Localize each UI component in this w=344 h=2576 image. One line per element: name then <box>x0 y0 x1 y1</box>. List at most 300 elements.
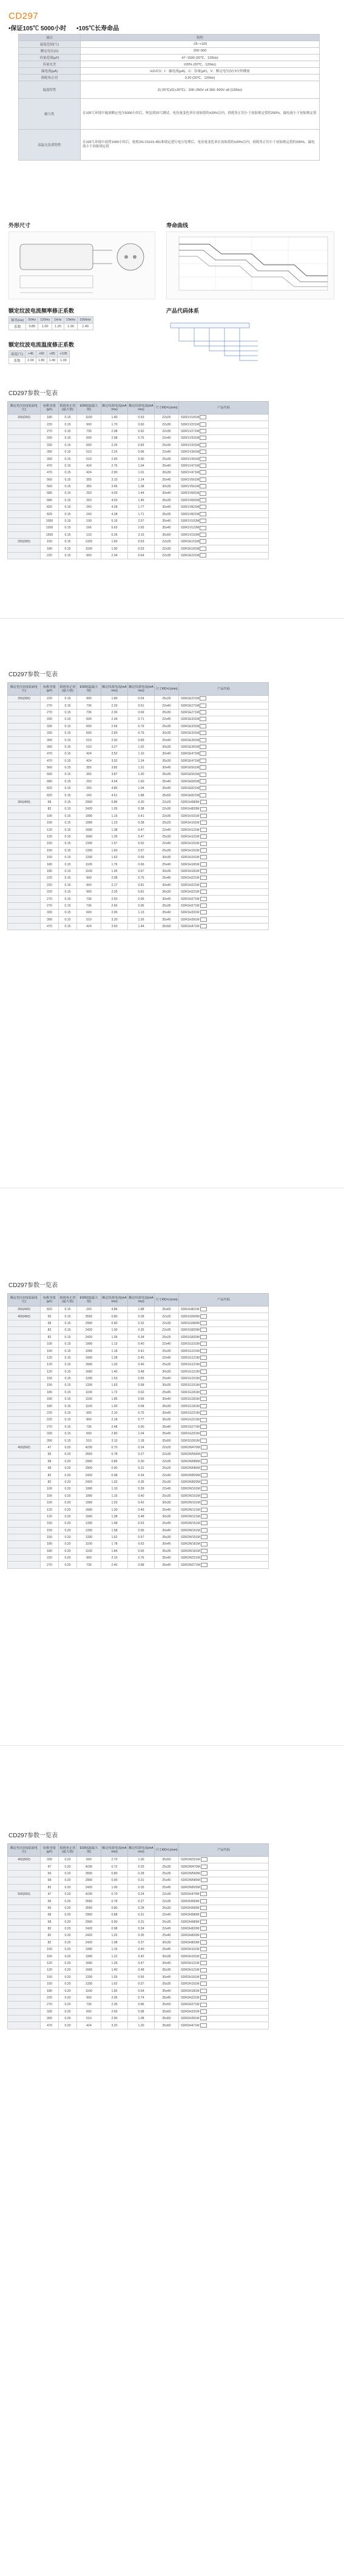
product-code-cell: SDR2H331M <box>179 2008 269 2015</box>
param-cell: 35x35 <box>155 1417 179 1423</box>
param-cell: 35x50 <box>155 1437 179 1444</box>
param-cell: 0.30 <box>128 799 155 805</box>
freq-cell: 1.20 <box>52 324 64 330</box>
param-cell: 30x40 <box>155 751 179 757</box>
table-row <box>8 716 269 723</box>
table-row <box>8 1988 269 1994</box>
param-cell: 0.15 <box>59 882 77 888</box>
spec-head-value: 特性 <box>81 35 320 41</box>
param-cell: 0.59 <box>128 854 155 860</box>
param-cell: 3.52 <box>101 751 128 757</box>
param-cell: 30x30 <box>155 1939 179 1946</box>
param-cell: 1.40 <box>101 414 128 421</box>
spec-key: 温度范围(℃) <box>19 41 81 48</box>
param-cell: 35x35 <box>155 902 179 909</box>
param-cell: 0.79 <box>128 723 155 730</box>
table-row <box>8 1527 269 1534</box>
param-cell: 30x40 <box>155 882 179 888</box>
param-cell: 0.76 <box>128 1555 155 1562</box>
code-slot-icon <box>201 1473 207 1477</box>
table-row <box>8 1327 269 1334</box>
voltage-cell <box>8 1884 41 1891</box>
param-cell: 0.65 <box>128 1548 155 1554</box>
param-cell: 0.15 <box>59 702 77 709</box>
code-slot-icon <box>200 1431 207 1436</box>
code-slot-icon <box>200 904 207 908</box>
product-code-cell: SDR1H181M <box>179 868 269 874</box>
param-cell: 424 <box>77 757 101 764</box>
param-cell: 900 <box>77 1994 101 2001</box>
param-cell: 0.15 <box>59 820 77 827</box>
param-cell: 25x45 <box>155 1946 179 1953</box>
param-cell: 1.82 <box>101 1988 128 1994</box>
param-cell: 25x25 <box>155 696 179 702</box>
product-code-cell: SDR1G101M <box>179 1340 269 1347</box>
param-cell: 0.20 <box>59 1884 77 1891</box>
param-cell: 3.10 <box>101 1437 128 1444</box>
param-cell: 82 <box>41 1925 59 1932</box>
voltage-cell <box>8 497 41 504</box>
code-slot-icon <box>200 1961 207 1965</box>
table-row <box>8 868 269 874</box>
param-cell: 150 <box>41 847 59 854</box>
voltage-cell <box>8 1919 41 1925</box>
param-cell: 25x40 <box>155 1506 179 1513</box>
param-cell: 355 <box>77 483 101 490</box>
voltage-cell <box>8 525 41 531</box>
table-row <box>8 1994 269 2001</box>
param-cell: 470 <box>41 462 59 469</box>
param-cell: 1.15 <box>101 1946 128 1953</box>
param-cell: 180 <box>41 545 59 552</box>
param-cell: 0.15 <box>59 421 77 428</box>
param-cell: 30x40 <box>155 1960 179 1966</box>
code-slot-icon <box>201 1445 207 1449</box>
param-cell: 0.31 <box>128 1919 155 1925</box>
param-cell: 30x45 <box>155 504 179 511</box>
param-cell: 243 <box>77 792 101 799</box>
param-cell: 180 <box>41 414 59 421</box>
param-cell: 2.95 <box>101 910 128 916</box>
code-slot-icon <box>201 1885 207 1889</box>
param-header-cell: 产品代码 <box>179 1844 269 1857</box>
code-slot-icon <box>200 710 206 714</box>
param-cell: 1100 <box>77 1403 101 1409</box>
param-cell: 0.15 <box>59 1340 77 1347</box>
table-row <box>8 1458 269 1465</box>
param-cell: 3.87 <box>101 771 128 778</box>
param-cell: 900 <box>77 552 101 559</box>
voltage-cell <box>8 1534 41 1540</box>
product-code-cell: SDR2W151M <box>179 1534 269 1540</box>
code-slot-icon <box>200 1425 207 1429</box>
product-code-cell: SDR1E271M <box>179 709 269 716</box>
param-cell: 1100 <box>77 1396 101 1403</box>
voltage-cell <box>8 751 41 757</box>
product-code-cell: SDR1G820M <box>179 1334 269 1340</box>
param-table <box>7 1843 269 2029</box>
param-cell: 1990 <box>77 1499 101 1506</box>
param-cell: 2420 <box>77 1932 101 1939</box>
param-cell: 1.24 <box>128 757 155 764</box>
param-cell: 243 <box>77 1306 101 1313</box>
code-slot-icon <box>200 1342 207 1346</box>
voltage-cell: 350(400) <box>8 1306 41 1313</box>
param-cell: 0.15 <box>59 1354 77 1361</box>
param-cell: 2.04 <box>101 552 128 559</box>
param-cell: 30x30 <box>155 730 179 736</box>
param-cell: 35x35 <box>155 511 179 518</box>
param-cell: 1.33 <box>101 1362 128 1368</box>
voltage-cell <box>8 1946 41 1953</box>
param-cell: 0.20 <box>59 1479 77 1485</box>
voltage-cell <box>8 833 41 840</box>
param-cell: 180 <box>41 1988 59 1994</box>
param-cell: 0.15 <box>59 483 77 490</box>
param-header-cell: 标称容量(μF) <box>41 683 59 696</box>
feature-item: •105℃长寿命品 <box>76 25 120 32</box>
param-cell: 25x35 <box>155 1919 179 1925</box>
param-cell: 25x45 <box>155 476 179 483</box>
param-cell: 1.94 <box>128 785 155 792</box>
param-cell: 35x45 <box>155 1431 179 1437</box>
param-cell: 3550 <box>77 1451 101 1458</box>
param-cell: 0.15 <box>59 854 77 860</box>
param-table <box>7 1293 269 1569</box>
voltage-cell <box>8 730 41 736</box>
param-cell: 0.66 <box>128 1396 155 1403</box>
product-code-cell: SDR1G680M <box>179 1320 269 1326</box>
product-code-cell: SDR1E561M <box>179 764 269 771</box>
param-cell: 2.65 <box>128 525 155 531</box>
param-cell: 0.15 <box>59 737 77 744</box>
voltage-cell <box>8 785 41 792</box>
code-slot-icon <box>200 1390 207 1394</box>
voltage-cell <box>8 896 41 902</box>
product-code-cell: SDR1G181M <box>179 1403 269 1409</box>
param-cell: 0.81 <box>128 882 155 888</box>
voltage-cell <box>8 511 41 518</box>
param-cell: 0.20 <box>59 1493 77 1499</box>
param-cell: 1.60 <box>128 778 155 785</box>
param-cell: 30x35 <box>155 1382 179 1389</box>
code-slot-icon <box>200 1397 207 1401</box>
table-row <box>8 1877 269 1884</box>
table-row <box>8 539 269 545</box>
code-slot-icon <box>200 1335 207 1339</box>
param-cell: 0.86 <box>101 1458 128 1465</box>
product-code-cell: SDR1H121M <box>179 833 269 840</box>
param-cell: 0.62 <box>128 1389 155 1396</box>
param-cell: 735 <box>77 428 101 434</box>
param-cell: 22x35 <box>155 1327 179 1334</box>
param-cell: 30x30 <box>155 1499 179 1506</box>
param-cell: 2.20 <box>101 702 128 709</box>
product-code-cell: SDR2W680M <box>179 1458 269 1465</box>
param-cell: 35x30 <box>155 757 179 764</box>
param-cell: 470 <box>41 757 59 764</box>
param-cell: 0.20 <box>59 2008 77 2015</box>
table-row <box>8 1465 269 1471</box>
spec-value: 在105℃环境中施加额定电压5000小时后，恢复到20℃测试，电容量变化率在初始值的±20%以内，损耗角正切小于初始规定值的200%，漏电流小于初始规定值 <box>81 99 320 130</box>
param-cell: 47 <box>41 1444 59 1451</box>
product-code-cell: SDR2H680M <box>179 1919 269 1925</box>
param-cell: 470 <box>41 470 59 476</box>
param-cell: 2900 <box>77 1919 101 1925</box>
param-cell: 2.65 <box>101 723 128 730</box>
code-slot-icon <box>200 519 206 523</box>
param-cell: 4.28 <box>101 504 128 511</box>
param-cell: 2.34 <box>101 716 128 723</box>
param-cell: 0.20 <box>59 1919 77 1925</box>
code-slot-icon <box>200 751 206 756</box>
voltage-cell <box>8 1870 41 1877</box>
param-cell: 2.83 <box>101 730 128 736</box>
table-row <box>8 923 269 930</box>
product-code-cell: SDR2H271M <box>179 2002 269 2008</box>
param-cell: 424 <box>77 470 101 476</box>
table-row <box>8 518 269 524</box>
param-cell: 243 <box>77 785 101 792</box>
code-slot-icon <box>200 1968 207 1972</box>
param-cell: 120 <box>41 1362 59 1368</box>
table-row <box>8 737 269 744</box>
param-cell: 220 <box>41 882 59 888</box>
voltage-cell <box>8 1555 41 1562</box>
param-header-cell: ESR(Ω)(最大值) <box>77 1294 101 1306</box>
table-row <box>8 414 269 421</box>
product-code-cell: SDR1H331M <box>179 910 269 916</box>
product-code-cell: SDR1V221M <box>179 421 269 428</box>
voltage-cell <box>8 442 41 448</box>
param-cell: 5.19 <box>101 518 128 524</box>
table-row <box>8 1939 269 1946</box>
param-cell: 1000 <box>41 518 59 524</box>
code-slot-icon <box>200 547 206 551</box>
param-cell: 25x30 <box>155 1863 179 1870</box>
product-code-cell: SDR1H101M <box>179 820 269 827</box>
param-cell: 1.02 <box>101 1932 128 1939</box>
param-cell: 0.20 <box>59 1912 77 1919</box>
param-cell: 390 <box>41 448 59 455</box>
product-code-cell: SDR2H121M <box>179 1960 269 1966</box>
param-cell: 25x40 <box>155 737 179 744</box>
param-cell: 2.90 <box>101 470 128 476</box>
param-cell: 0.15 <box>59 1423 77 1430</box>
param-cell: 600 <box>77 723 101 730</box>
product-code-cell: SDR2H820M <box>179 1939 269 1946</box>
table-row <box>8 2002 269 2008</box>
param-cell: 0.20 <box>59 1877 77 1884</box>
table-row <box>8 1541 269 1548</box>
param-cell: 2.45 <box>101 456 128 462</box>
table-row <box>8 2008 269 2015</box>
param-cell: 0.20 <box>59 1520 77 1527</box>
code-slot-icon <box>201 1563 207 1567</box>
param-cell: 0.20 <box>59 1988 77 1994</box>
param-cell: 35x40 <box>155 910 179 916</box>
param-cell: 1660 <box>77 1960 101 1966</box>
param-cell: 424 <box>77 2022 101 2029</box>
param-header-cell: 额定纹波电流(mA rms) <box>128 402 155 414</box>
param-header-cell: 额定纹波电流(mA rms) <box>128 1844 155 1857</box>
param-cell: 0.74 <box>128 1994 155 2001</box>
table-row <box>8 1953 269 1960</box>
code-slot-icon <box>200 1989 207 1993</box>
product-code-cell: SDR2H560M <box>179 1898 269 1905</box>
param-cell: 25x45 <box>155 1884 179 1891</box>
param-cell: 470 <box>41 923 59 930</box>
param-cell: 1990 <box>77 1953 101 1960</box>
param-cell: 0.20 <box>59 1967 77 1974</box>
param-cell: 22x40 <box>155 1340 179 1347</box>
param-cell: 220 <box>41 696 59 702</box>
product-code-cell: SDR2W680M <box>179 1465 269 1471</box>
param-cell: 2.10 <box>101 1555 128 1562</box>
param-cell: 2.92 <box>101 737 128 744</box>
product-code-cell: SDR1E681M <box>179 778 269 785</box>
param-cell: 1.70 <box>101 421 128 428</box>
table-row <box>8 813 269 819</box>
product-code-cell: SDR1G121M <box>179 1354 269 1361</box>
voltage-cell <box>8 1967 41 1974</box>
param-cell: 0.15 <box>59 1334 77 1340</box>
voltage-cell <box>8 1499 41 1506</box>
voltage-cell: 250(300) <box>8 539 41 545</box>
param-cell: 0.80 <box>101 1905 128 1911</box>
param-cell: 600 <box>77 435 101 442</box>
param-cell: 1.60 <box>101 847 128 854</box>
freq-cell: 1.00 <box>38 324 52 330</box>
param-table-title: CD297参数一览表 <box>8 671 58 678</box>
product-code-cell: SDR1H181M <box>179 861 269 868</box>
param-cell: 0.46 <box>128 1362 155 1368</box>
param-cell: 1330 <box>77 1534 101 1540</box>
code-slot-icon <box>200 1328 207 1332</box>
param-cell: 0.39 <box>128 1486 155 1493</box>
code-slot-icon <box>200 869 207 873</box>
param-cell: 68 <box>41 1877 59 1884</box>
param-cell: 0.58 <box>128 1382 155 1389</box>
product-code-cell: SDR1V391M <box>179 448 269 455</box>
param-cell: 1660 <box>77 1513 101 1520</box>
param-cell: 0.15 <box>59 531 77 538</box>
param-header-cell: 标称容量(μF) <box>41 1294 59 1306</box>
table-row <box>8 1960 269 1966</box>
param-cell: 0.89 <box>128 737 155 744</box>
table-row <box>8 730 269 736</box>
param-cell: 270 <box>41 896 59 902</box>
table-row <box>8 888 269 895</box>
table-row <box>8 1499 269 1506</box>
code-slot-icon <box>200 1418 207 1422</box>
param-cell: 0.15 <box>59 490 77 497</box>
voltage-cell <box>8 888 41 895</box>
dims-heading: 外形尺寸 <box>8 222 31 228</box>
param-cell: 0.81 <box>128 888 155 895</box>
temp-head: +60 <box>36 351 47 358</box>
product-code-cell: SDR1V181M <box>179 414 269 421</box>
product-code-cell: SDR1E821M <box>179 792 269 799</box>
voltage-cell <box>8 820 41 827</box>
param-cell: 30x45 <box>155 1974 179 1980</box>
param-cell: 1660 <box>77 833 101 840</box>
product-code-cell: SDR2H560M <box>179 1905 269 1911</box>
param-cell: 35x40 <box>155 778 179 785</box>
table-row <box>8 757 269 764</box>
param-cell: 3.10 <box>101 476 128 483</box>
param-cell: 1.78 <box>101 1541 128 1548</box>
table-row <box>8 723 269 730</box>
product-code-cell: SDR2W820M <box>179 1472 269 1479</box>
voltage-cell <box>8 1320 41 1326</box>
param-cell: 0.15 <box>59 840 77 847</box>
freq-cell: 1.40 <box>78 324 93 330</box>
voltage-cell <box>8 902 41 909</box>
param-cell: 150 <box>41 1981 59 1988</box>
code-slot-icon <box>201 1480 207 1484</box>
code-slot-icon <box>200 2003 207 2007</box>
code-slot-icon <box>200 415 206 419</box>
table-row <box>8 1375 269 1382</box>
param-cell: 0.20 <box>59 1444 77 1451</box>
code-slot-icon <box>200 1899 207 1903</box>
param-cell: 2900 <box>77 799 101 805</box>
param-cell: 0.15 <box>59 902 77 909</box>
table-row <box>8 552 269 559</box>
param-cell: 56 <box>41 1898 59 1905</box>
product-code-cell: SDR2W271M <box>179 1562 269 1568</box>
param-cell: 82 <box>41 1932 59 1939</box>
param-cell: 1100 <box>77 861 101 868</box>
param-cell: 270 <box>41 428 59 434</box>
param-cell: 330 <box>41 2008 59 2015</box>
param-cell: 180 <box>41 1396 59 1403</box>
param-cell: 82 <box>41 1334 59 1340</box>
temp-head: 温度(℃) <box>9 351 25 358</box>
code-slot-icon <box>200 1439 207 1443</box>
param-cell: 0.90 <box>128 456 155 462</box>
param-cell: 0.31 <box>128 1465 155 1471</box>
param-cell: 35x40 <box>155 1555 179 1562</box>
product-code-cell: SDR1H271M <box>179 902 269 909</box>
dimension-drawing <box>8 231 155 299</box>
product-code-cell: SDR1H221M <box>179 875 269 882</box>
param-cell: 1990 <box>77 1340 101 1347</box>
param-cell: 1330 <box>77 1375 101 1382</box>
param-cell: 0.15 <box>59 1389 77 1396</box>
param-cell: 600 <box>77 1857 101 1863</box>
product-code-cell: SDR1H121M <box>179 827 269 833</box>
param-cell: 1.10 <box>128 751 155 757</box>
param-cell: 2900 <box>77 1877 101 1884</box>
param-cell: 22x25 <box>155 799 179 805</box>
param-header-cell: ESR(Ω)(最大值) <box>77 402 101 414</box>
code-slot-icon <box>200 1362 207 1366</box>
param-cell: 25x30 <box>155 1348 179 1354</box>
param-cell: 1330 <box>77 840 101 847</box>
param-cell: 1.18 <box>101 1348 128 1354</box>
param-cell: 1.02 <box>128 744 155 750</box>
table-row <box>8 1320 269 1326</box>
feature-list <box>8 23 127 32</box>
param-cell: 3.50 <box>101 923 128 930</box>
param-cell: 600 <box>77 442 101 448</box>
freq-cell: 1.30 <box>64 324 78 330</box>
product-code-cell: SDR1G331M <box>179 1431 269 1437</box>
spec-key: 容量范围(μF) <box>19 55 81 61</box>
param-cell: 1.15 <box>101 1493 128 1499</box>
